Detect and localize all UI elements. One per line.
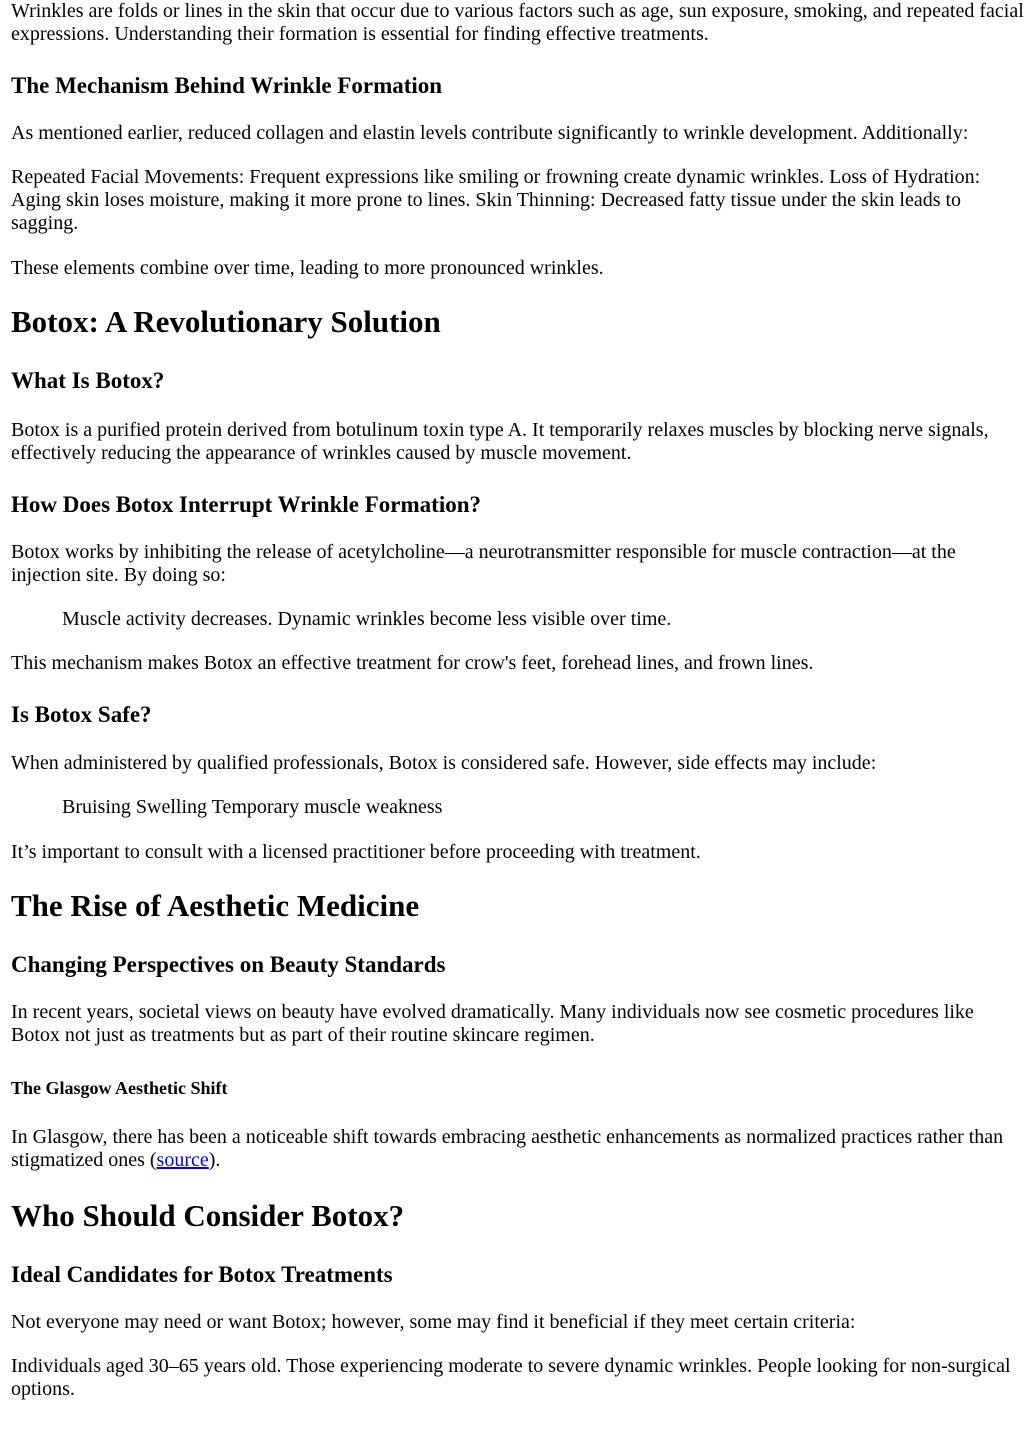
ideal-candidates-paragraph: Not everyone may need or want Botox; however, some may find it beneficial if they meet certain criteria: [11, 1311, 856, 1333]
botox-heading: Botox: A Revolutionary Solution [11, 304, 441, 339]
glasgow-text-before: In Glasgow, there has been a noticeable shift towards embracing aesthetic enhancements as normalized practices rather than stigmatized ones ( [11, 1126, 1004, 1171]
mechanism-paragraph-3: These elements combine over time, leading to more pronounced wrinkles. [11, 257, 604, 279]
glasgow-heading: The Glasgow Aesthetic Shift [11, 1078, 228, 1098]
beauty-standards-heading: Changing Perspectives on Beauty Standards [11, 952, 446, 977]
botox-safe-paragraph: When administered by qualified professionals, Botox is considered safe. However, side effects may include: [11, 752, 877, 774]
aesthetic-heading: The Rise of Aesthetic Medicine [11, 888, 420, 923]
what-is-botox-heading: What Is Botox? [11, 368, 165, 393]
glasgow-text-after: ). [208, 1149, 221, 1171]
mechanism-paragraph-2: Repeated Facial Movements: Frequent expressions like smiling or frowning create dynamic wrinkles. Loss of Hydration: Aging skin loses moisture, making it more prone to lines. Skin Thinning: Decreased fatty tissue under the skin leads to sagging. [11, 166, 981, 234]
ideal-candidates-heading: Ideal Candidates for Botox Treatments [11, 1262, 393, 1287]
how-botox-heading: How Does Botox Interrupt Wrinkle Formation? [11, 492, 481, 517]
what-is-botox-paragraph: Botox is a purified protein derived from botulinum toxin type A. It temporarily relaxes muscles by blocking nerve signals, effectively reducing the appearance of wrinkles caused by muscle movement. [11, 419, 989, 464]
how-botox-paragraph: Botox works by inhibiting the release of acetylcholine—a neurotransmitter responsible for muscle contraction—at the injection site. By doing so: [11, 541, 956, 586]
mechanism-heading: The Mechanism Behind Wrinkle Formation [11, 73, 443, 98]
intro-paragraph: Wrinkles are folds or lines in the skin that occur due to various factors such as age, sun exposure, smoking, and repeated facial expressions. Understanding their formation is essential for finding effective treatments. [11, 0, 1024, 45]
botox-safe-after: It’s important to consult with a licensed practitioner before proceeding with treatment. [11, 841, 701, 863]
glasgow-paragraph [11, 1126, 1024, 1172]
ideal-candidates-list: Individuals aged 30–65 years old. Those experiencing moderate to severe dynamic wrinkles. People looking for non-surgical options. [11, 1355, 1011, 1400]
mechanism-paragraph-1: As mentioned earlier, reduced collagen and elastin levels contribute significantly to wrinkle development. Additionally: [11, 122, 969, 144]
beauty-standards-paragraph: In recent years, societal views on beauty have evolved dramatically. Many individuals now see cosmetic procedures like Botox not just as treatments but as part of their routine skincare regimen. [11, 1001, 974, 1046]
how-botox-list: Muscle activity decreases. Dynamic wrinkles become less visible over time. [62, 608, 672, 630]
source-link[interactable]: source [156, 1149, 209, 1171]
botox-safe-heading: Is Botox Safe? [11, 702, 152, 727]
who-heading: Who Should Consider Botox? [11, 1198, 405, 1233]
side-effects-list: Bruising Swelling Temporary muscle weakness [62, 796, 443, 818]
how-botox-after: This mechanism makes Botox an effective treatment for crow's feet, forehead lines, and frown lines. [11, 652, 814, 674]
